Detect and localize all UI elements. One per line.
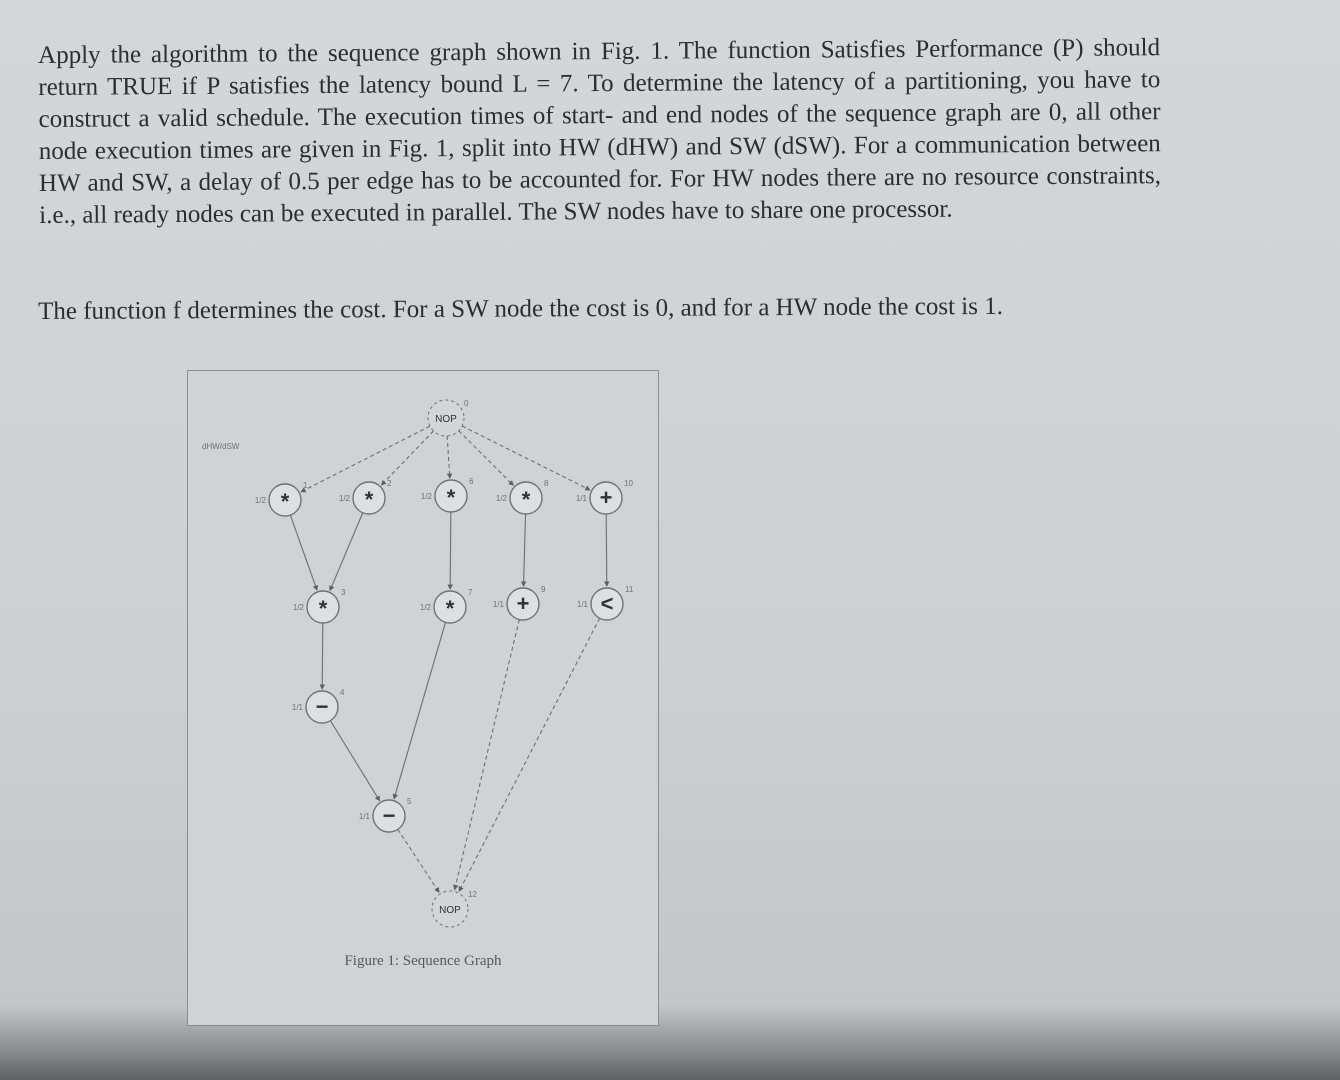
node-operator: +: [599, 485, 613, 510]
edge-0-8: [459, 431, 514, 486]
node-execution-times: 1/2: [420, 492, 432, 501]
edge-5-12: [398, 829, 439, 892]
graph-node-8: [496, 479, 549, 514]
node-index: 2: [387, 479, 392, 488]
graph-node-1: [255, 481, 308, 516]
node-index: 3: [341, 588, 346, 597]
sequence-graph-figure: [187, 370, 659, 1026]
graph-node-9: [493, 585, 546, 620]
node-index: 1: [303, 481, 308, 490]
node-operator: −: [315, 694, 329, 719]
graph-node-4: [292, 688, 345, 723]
node-operator: *: [521, 487, 531, 512]
node-execution-times: 1/1: [291, 703, 303, 712]
edge-11-12: [459, 618, 600, 891]
node-execution-times: 1/2: [495, 494, 507, 503]
node-execution-times: 1/2: [338, 494, 350, 503]
node-index: 10: [624, 479, 633, 488]
node-index: 7: [468, 588, 473, 597]
node-operator: NOP: [435, 414, 457, 425]
node-execution-times: 1/1: [358, 812, 370, 821]
edge-9-12: [455, 620, 520, 890]
edge-0-10: [462, 426, 590, 490]
node-operator: <: [600, 591, 614, 616]
node-index: 0: [464, 399, 469, 408]
edge-10-11: [606, 514, 607, 586]
edge-8-9: [524, 514, 526, 586]
node-index: 4: [340, 688, 345, 697]
graph-node-3: [293, 588, 346, 623]
node-index: 6: [469, 477, 474, 486]
edge-7-5: [394, 622, 445, 798]
node-index: 11: [625, 585, 634, 594]
node-operator: *: [318, 596, 328, 621]
edge-4-5: [330, 721, 379, 801]
node-execution-times: 1/2: [292, 603, 304, 612]
node-execution-times: 1/2: [254, 496, 266, 505]
node-index: 12: [468, 890, 477, 899]
sequence-graph: [188, 371, 660, 1027]
graph-node-2: [339, 479, 392, 514]
edge-2-3: [330, 513, 363, 591]
graph-node-11: [577, 585, 634, 620]
node-operator: −: [382, 803, 396, 828]
graph-node-6: [421, 477, 474, 512]
node-operator: +: [516, 591, 530, 616]
node-index: 5: [407, 797, 412, 806]
problem-paragraph: Apply the algorithm to the sequence graph shown in Fig. 1. The function Satisfies Performance (P) should return TRUE if P satisfies the latency bound L = 7. To determine the latency of a partitioning, you have to construct a valid schedule. The execution times of start- and end nodes of the sequence graph are 0, all other node execution times are given in Fig. 1, split into HW (dHW) and SW (dSW). For a communication between HW and SW, a delay of 0.5 per edge has to be accounted for. For HW nodes there are no resource constraints, i.e., all ready nodes can be executed in parallel. The SW nodes have to share one processor.: [38, 34, 1162, 229]
cost-function-paragraph: The function f determines the cost. For a SW node the cost is 0, and for a HW node the cost is 1.: [38, 292, 1003, 325]
figure-caption: Figure 1: Sequence Graph: [344, 953, 502, 969]
node-execution-times: 1/1: [492, 600, 504, 609]
graph-node-12: [432, 890, 477, 927]
node-operator: *: [364, 487, 374, 512]
edge-1-3: [290, 515, 317, 590]
node-execution-times: 1/2: [419, 603, 431, 612]
node-operator: *: [446, 485, 456, 510]
node-index: 8: [544, 479, 549, 488]
legend-label: dHW/dSW: [202, 442, 240, 451]
node-operator: *: [280, 489, 290, 514]
node-execution-times: 1/1: [575, 494, 587, 503]
edge-0-6: [447, 436, 450, 478]
graph-node-10: [576, 479, 634, 514]
node-execution-times: 1/1: [576, 600, 588, 609]
edge-6-7: [450, 512, 451, 589]
graph-node-5: [359, 797, 412, 832]
graph-node-7: [420, 588, 473, 623]
node-operator: *: [445, 596, 455, 621]
graph-node-0: [428, 399, 469, 436]
node-operator: NOP: [439, 905, 461, 916]
edge-3-4: [322, 623, 323, 689]
node-index: 9: [541, 585, 546, 594]
edge-0-2: [381, 431, 433, 485]
